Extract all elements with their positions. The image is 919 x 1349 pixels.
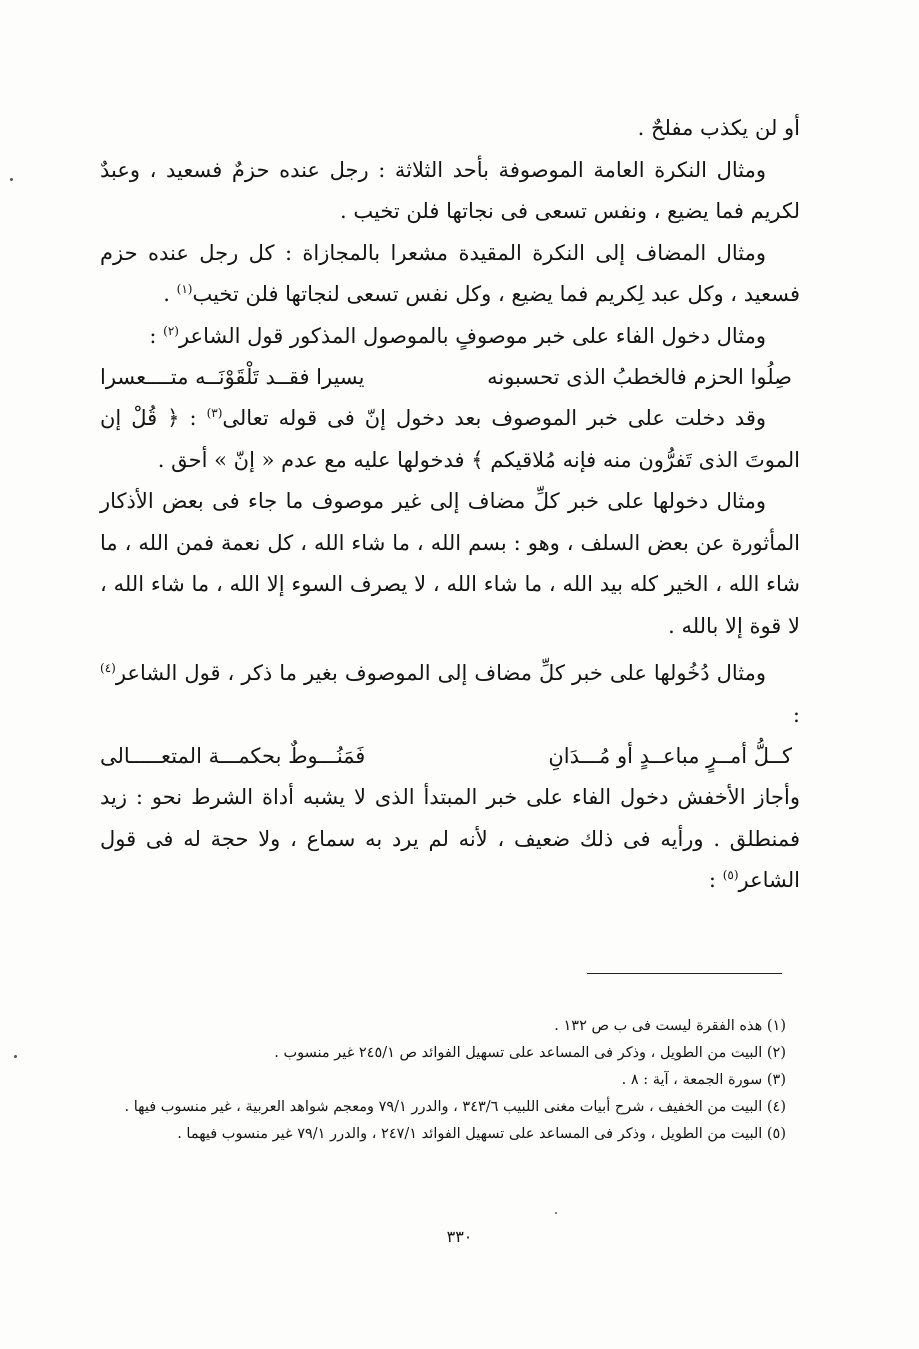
paragraph-text: ومثال دخول الفاء على خبر موصوفٍ بالموصول المذكور قول الشاعر <box>178 323 766 348</box>
footnote: (٢) البيت من الطويل ، وذكر فى المساعد على تسهيل الفوائد ص ٢٤٥/١ غير منسوب . <box>274 1045 786 1061</box>
footnotes <box>100 1013 786 1148</box>
verse-hemistich: فَمَنُـــوطٌ بحكمـــة المتعـــــالى <box>100 744 366 768</box>
page-number: ٣٣٠ <box>446 1227 473 1246</box>
verse-hemistich: صِلُوا الحزم فالخطبُ الذى تحسبونه <box>487 365 792 389</box>
footnote-ref: (٤) <box>100 661 116 675</box>
paragraph <box>100 108 800 150</box>
footnote-ref: (٥) <box>722 868 739 882</box>
punctuation: : <box>792 702 800 727</box>
footnote-ref: (٢) <box>163 323 179 338</box>
punctuation: : <box>189 406 197 430</box>
paragraph <box>100 398 800 481</box>
footnote: (٣) سورة الجمعة ، آية : ٨ . <box>621 1072 786 1088</box>
footnote-ref: (٣) <box>206 406 223 420</box>
punctuation: : <box>708 868 723 892</box>
quran-quote: ﴿ قُلْ إن الموتَ الذى تَفرُّون منه فإنه مُلاقيكم ﴾ فدخولها عليه مع عدم « إنّ » أحق . <box>100 406 800 472</box>
paragraph-text: ومثال المضاف إلى النكرة المقيدة مشعرا بالمجازاة : كل رجل عنده حزم فسعيد ، وكل عبد لِكريم فما يضيع ، وكل نفس تسعى لنجاتها فلن تخيب <box>100 240 800 306</box>
verse <box>100 357 800 398</box>
punctuation: : <box>149 323 164 348</box>
verse-hemistich: كــلُّ أمــرٍ مباعــدٍ أو مُـــدَانِ <box>548 744 792 768</box>
footnote-separator <box>587 973 782 974</box>
paragraph <box>100 653 800 736</box>
paragraph-text: وقد دخلت على خبر الموصوف بعد دخول إنّ فى قوله تعالى <box>222 406 766 430</box>
paragraph-text: ومثال دُخُولها على خبر كلِّ مضاف إلى الموصوف بغير ما ذكر ، قول الشاعر <box>115 661 766 685</box>
paragraph <box>100 316 800 358</box>
paragraph <box>100 150 800 233</box>
scan-speck <box>14 1055 17 1058</box>
main-text <box>100 108 800 902</box>
paragraph <box>100 777 800 902</box>
punctuation: . <box>163 282 177 306</box>
footnote: (٤) البيت من الخفيف ، شرح أبيات مغنى اللبيب ٣٤٣/٦ ، والدرر ٧٩/١ ومعجم شواهد العربية ، غير منسوب فيها . <box>124 1099 786 1115</box>
paragraph <box>100 481 800 647</box>
verse <box>100 736 800 777</box>
paragraph-text: ومثال دخولها على خبر كلِّ مضاف إلى غير موصوف ما جاء فى بعض الأذكار المأثورة عن بعض السلف ، وهو : بسم الله ، ما شاء الله ، كل نعمة فمن الله ، ما شاء الله ، الخير كله بيد الله ، ما شاء الله ، لا يصرف السوء إلا الله ، ما شاء الله ، لا قوة إلا بالله . <box>100 489 800 638</box>
paragraph <box>100 233 800 316</box>
footnote-ref: (١) <box>176 282 193 296</box>
scan-speck <box>10 178 13 181</box>
verse-hemistich: يسيرا فقــد تَلْقَوْنَــه متــــعسرا <box>100 365 365 389</box>
paragraph-text: ومثال النكرة العامة الموصوفة بأحد الثلاثة : رجل عنده حزمٌ فسعيد ، وعبدٌ لكريم فما يضيع ، ونفس تسعى فى نجاتها فلن تخيب . <box>100 157 800 223</box>
scan-speck <box>555 1212 557 1214</box>
footnote: (٥) البيت من الطويل ، وذكر فى المساعد على تسهيل الفوائد ٢٤٧/١ ، والدرر ٧٩/١ غير منسوب فيهما . <box>177 1126 786 1142</box>
paragraph-text: أو لن يكذب مفلحٌ . <box>637 116 800 140</box>
paragraph-text: وأجاز الأخفش دخول الفاء على خبر المبتدأ الذى لا يشبه أداة الشرط نحو : زيد فمنطلق . ورأيه فى ذلك ضعيف ، لأنه لم يرد به سماع ، ولا حجة له فى قول الشاعر <box>100 785 800 892</box>
footnote: (١) هذه الفقرة ليست فى ب ص ١٣٢ . <box>554 1018 786 1034</box>
